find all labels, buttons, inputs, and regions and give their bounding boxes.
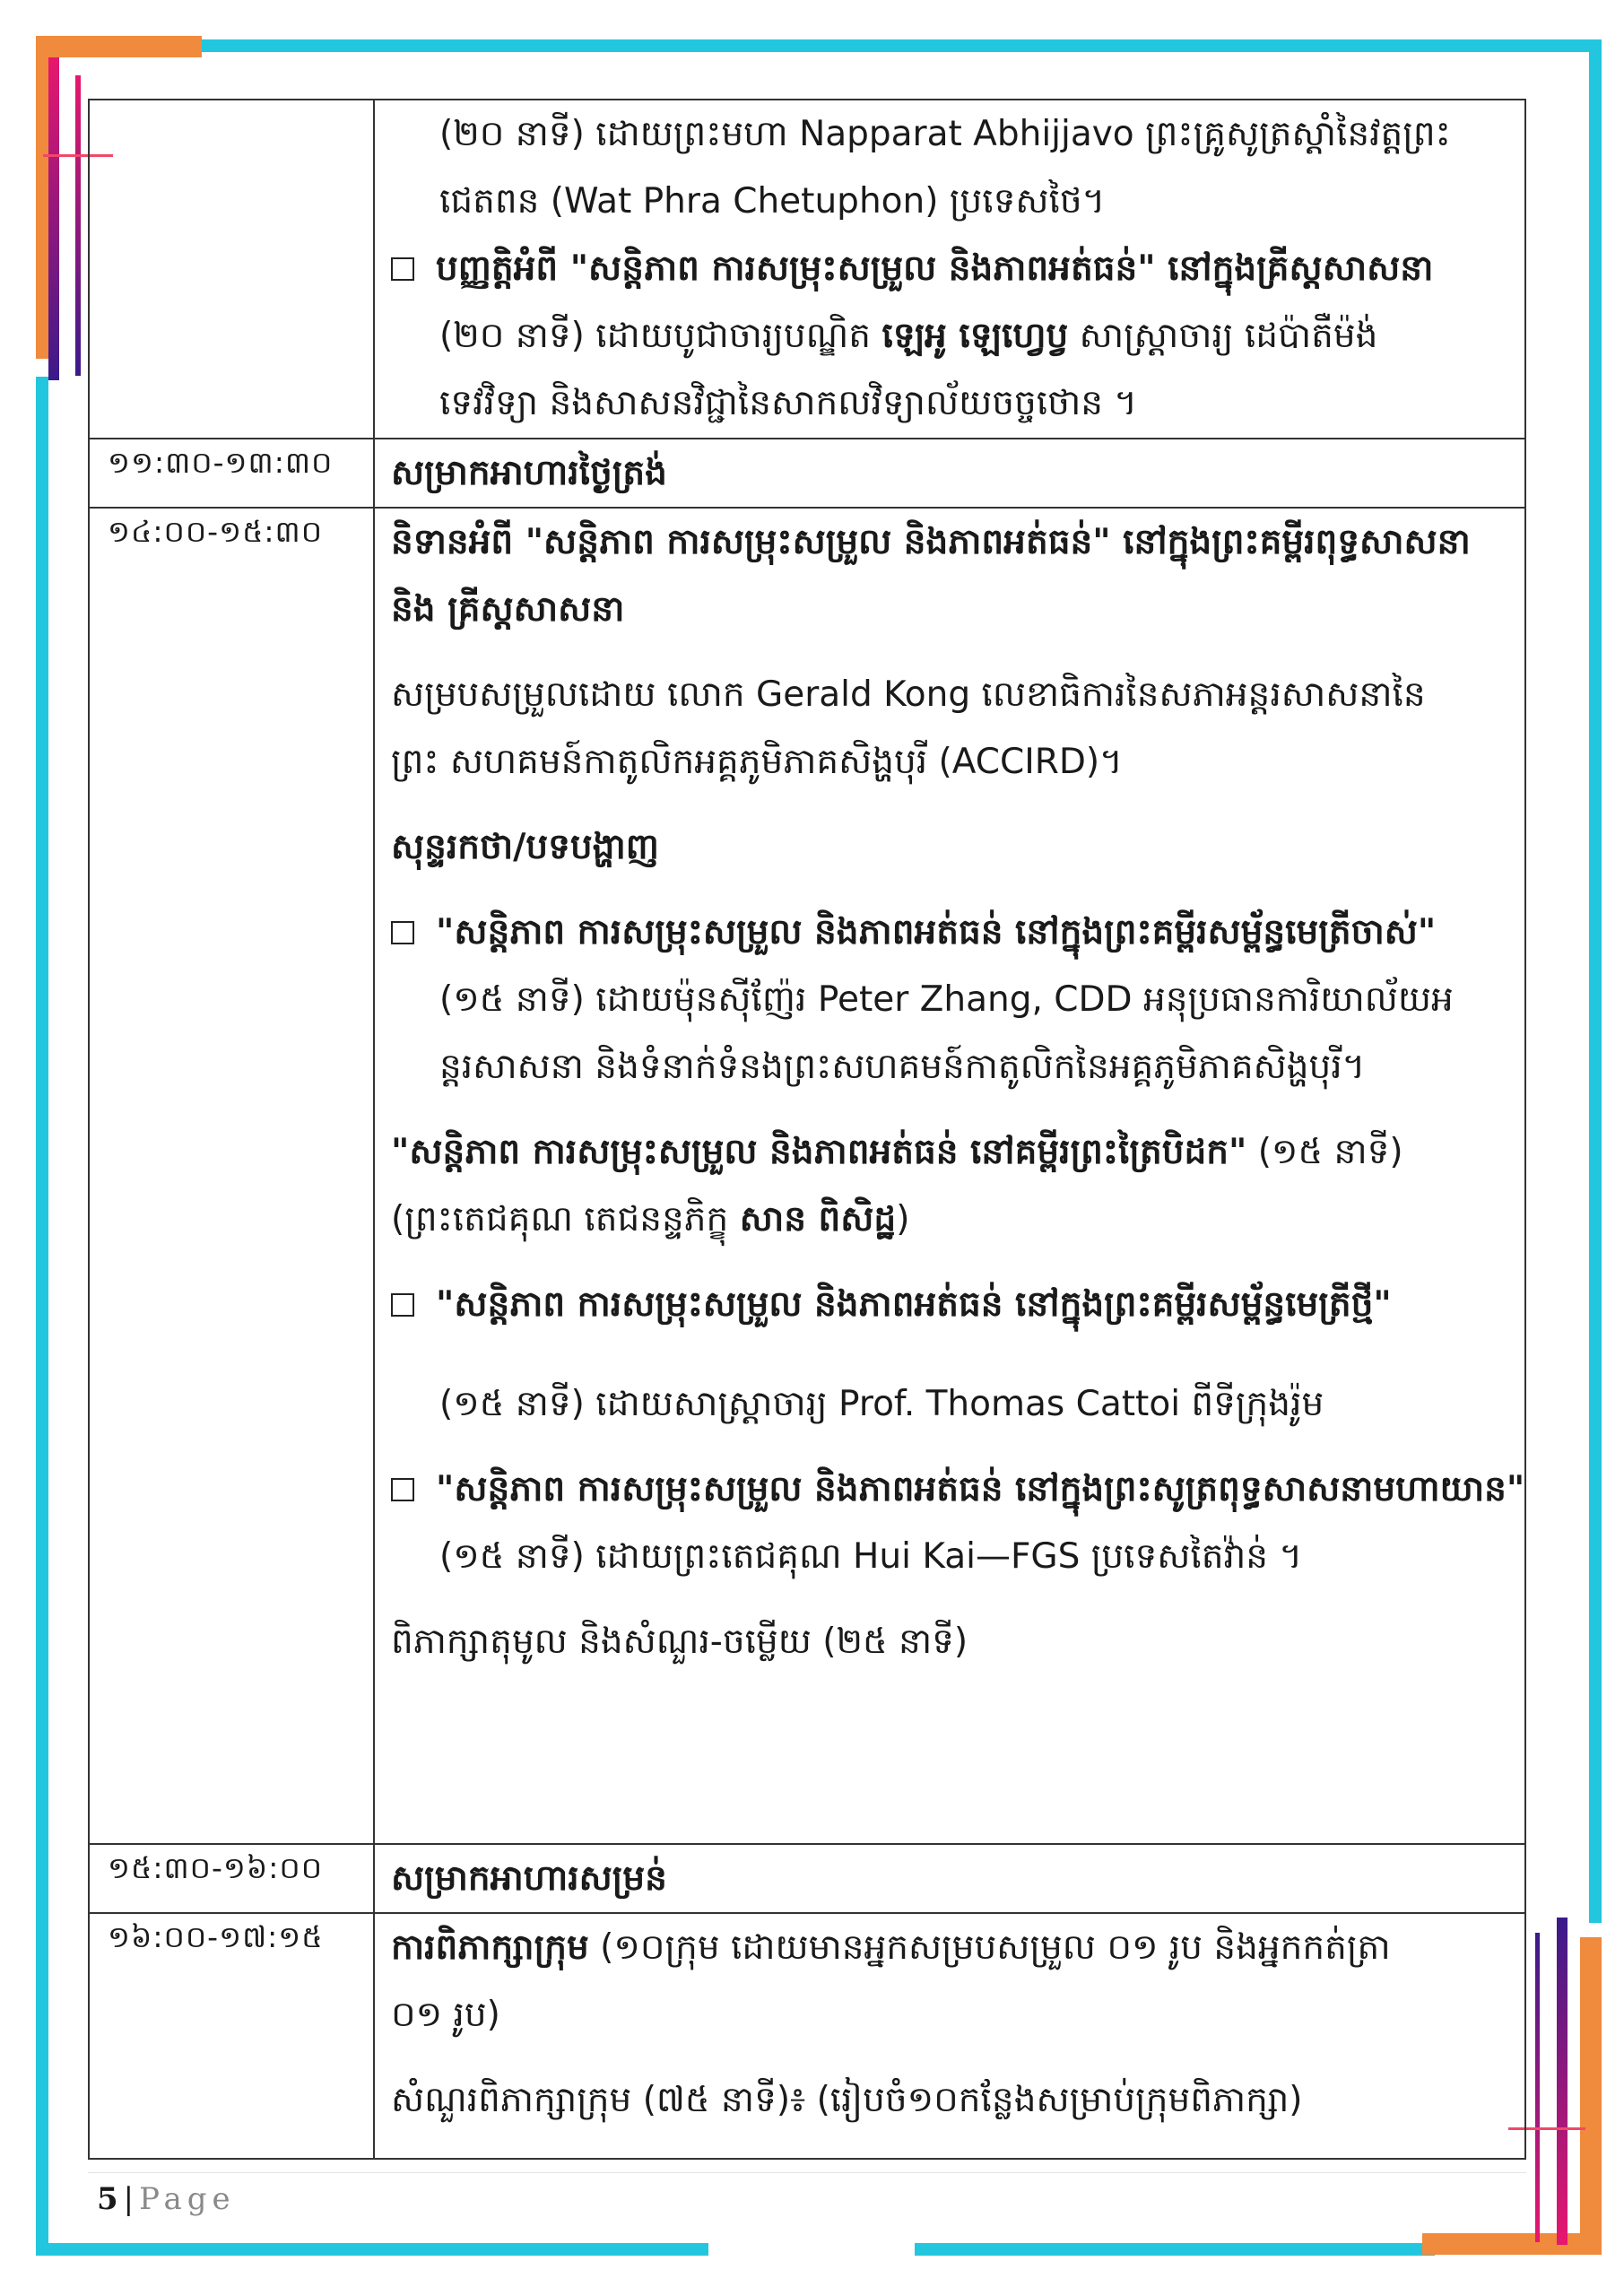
text-line: សម្របសម្រួលដោយ លោក Gerald Kong លេខាធិការនៃសភាអន្តរសាសនានៃ xyxy=(391,674,1426,715)
frame-top-border xyxy=(197,39,1602,52)
session-title: និទានអំពី "សន្តិភាព ការសម្រុះសម្រួល និងភាពអត់ធន់" នៅក្នុងព្រះគម្ពីរពុទ្ធសាសនា xyxy=(391,522,1471,562)
time-cell: ១៥:៣០-១៦:០០ xyxy=(89,1844,374,1913)
frame-right-border xyxy=(1589,39,1602,1923)
footer-separator: | xyxy=(123,2181,135,2217)
text-line: "សន្តិភាព ការសម្រុះសម្រួល និងភាពអត់ធន់ នៅគម្ពីរព្រះត្រៃបិដក" (១៥ នាទី) xyxy=(391,1132,1403,1172)
speakers-heading: សុន្ទរកថា/បទបង្ហាញ xyxy=(391,827,659,867)
agenda-row-group-discussion xyxy=(89,1913,1525,2159)
text-line: ការពិភាក្សាក្រុម (១០ក្រុម ដោយមានអ្នកសម្របសម្រួល ០១ រូប និងអ្នកកត់ត្រា xyxy=(391,1927,1391,1968)
page-footer xyxy=(97,2181,236,2217)
time-cell: ១៦:០០-១៧:១៥ xyxy=(89,1913,374,2159)
agenda-table xyxy=(88,99,1526,2160)
gradient-bar-left xyxy=(48,57,59,380)
session-label: សម្រាកអាហារថ្ងៃត្រង់ xyxy=(391,453,667,493)
time-cell: ១៤:០០-១៥:៣០ xyxy=(89,508,374,1844)
text-line: ជេតពន (Wat Phra Chetuphon) ប្រទេសថៃ។ xyxy=(439,181,1106,222)
gradient-bar-left-thin xyxy=(75,75,81,376)
corner-accent-top-left xyxy=(36,36,202,57)
content-cell xyxy=(374,439,1525,508)
text-line: សំណួរពិភាក្សាក្រុម (៧៥ នាទី)៖ (រៀបចំ១០កន្លែងសម្រាប់ក្រុមពិភាក្សា) xyxy=(391,2080,1303,2120)
time-cell-empty xyxy=(89,100,374,439)
list-item-title: "សន្តិភាព ការសម្រុះសម្រួល និងភាពអត់ធន់ នៅក្នុងព្រះគម្ពីរសម្ព័ន្ធមេត្រីចាស់" xyxy=(391,899,1512,966)
agenda-row-snack xyxy=(89,1844,1525,1913)
checkbox-bullet-icon xyxy=(391,921,414,944)
content-cell xyxy=(374,1913,1525,2159)
content-cell xyxy=(374,1844,1525,1913)
text-line: (១៥ នាទី) ដោយសាស្ត្រាចារ្យ Prof. Thomas Cattoi ពីទីក្រុងរ៉ូម xyxy=(439,1384,1324,1424)
corner-accent-bottom-right-vertical xyxy=(1580,1937,1602,2255)
page-label: Page xyxy=(139,2181,236,2217)
footer-divider xyxy=(88,2172,1526,2173)
checkbox-bullet-icon xyxy=(391,257,414,281)
page-number: 5 xyxy=(97,2181,118,2217)
gradient-bar-right xyxy=(1557,1918,1568,2245)
content-cell xyxy=(374,100,1525,439)
corner-accent-bottom-right xyxy=(1422,2233,1602,2255)
text-line: ព្រះ សហគមន៍កាតូលិកអគ្គភូមិភាគសិង្ហបុរី (ACCIRD)។ xyxy=(391,742,1123,782)
session-label: សម្រាកអាហារសម្រន់ xyxy=(391,1858,667,1899)
checkbox-bullet-icon xyxy=(391,1478,414,1501)
checkbox-bullet-icon xyxy=(391,1293,414,1317)
list-item-title: "សន្តិភាព ការសម្រុះសម្រួល និងភាពអត់ធន់ នៅក្នុងព្រះគម្ពីរសម្ព័ន្ធមេត្រីថ្មី" xyxy=(391,1271,1512,1338)
text-line: ទេវវិទ្យា និងសាសនវិជ្ជានៃសាកលវិទ្យាល័យចច្ចថោន ។ xyxy=(439,383,1138,423)
session-title: និង គ្រីស្តសាសនា xyxy=(391,589,625,630)
text-line: (១៥ នាទី) ដោយម៉ុនស៊ីញ៉ែរ Peter Zhang, CDD អនុប្រធានការិយាល័យអ xyxy=(439,979,1454,1020)
text-line: ពិភាក្សាតុមូល និងសំណួរ-ចម្លើយ (២៥ នាទី) xyxy=(391,1622,968,1662)
agenda-row-session xyxy=(89,508,1525,1844)
time-cell: ១១:៣០-១៣:៣០ xyxy=(89,439,374,508)
text-line: ន្តរសាសនា និងទំនាក់ទំនងព្រះសហគមន៍កាតូលិកនៃអគ្គភូមិភាគសិង្ហបុរី។ xyxy=(439,1047,1366,1087)
content-cell xyxy=(374,508,1525,1844)
list-item-title: "សន្តិភាព ការសម្រុះសម្រួល និងភាពអត់ធន់ នៅក្នុងព្រះសូត្រពុទ្ធសាសនាមហាយាន" xyxy=(391,1456,1512,1523)
text-line: (ព្រះតេជគុណ តេជនន្ទភិក្ខុ សាន ពិសិដ្ឋ) xyxy=(391,1199,910,1239)
text-line: ០១ រូប) xyxy=(391,1995,500,2035)
text-line: (២០ នាទី) ដោយព្រះមហា Napparat Abhijjavo ព្រះគ្រូសូត្រស្តាំនៃវត្តព្រះ xyxy=(439,114,1451,154)
frame-bottom-border-left xyxy=(36,2243,708,2256)
gradient-bar-right-thin xyxy=(1535,1933,1540,2242)
text-line: (២០ នាទី) ដោយបូជាចារ្យបណ្ឌិត ឡេអូ ឡេហ្វេប្វ សាស្ត្រាចារ្យ ដេប៉ាតឺម៉ង់ xyxy=(439,316,1378,356)
frame-left-border xyxy=(36,377,48,2256)
list-item-title: បញ្ញត្តិអំពី "សន្តិភាព ការសម្រុះសម្រួល និងភាពអត់ធន់" នៅក្នុងគ្រីស្តសាសនា xyxy=(391,235,1512,302)
agenda-row-continuation xyxy=(89,100,1525,439)
agenda-row-lunch xyxy=(89,439,1525,508)
text-line: (១៥ នាទី) ដោយព្រះតេជគុណ Hui Kai—FGS ប្រទេសតៃវ៉ាន់ ។ xyxy=(439,1536,1303,1577)
frame-bottom-border-right xyxy=(915,2243,1435,2256)
